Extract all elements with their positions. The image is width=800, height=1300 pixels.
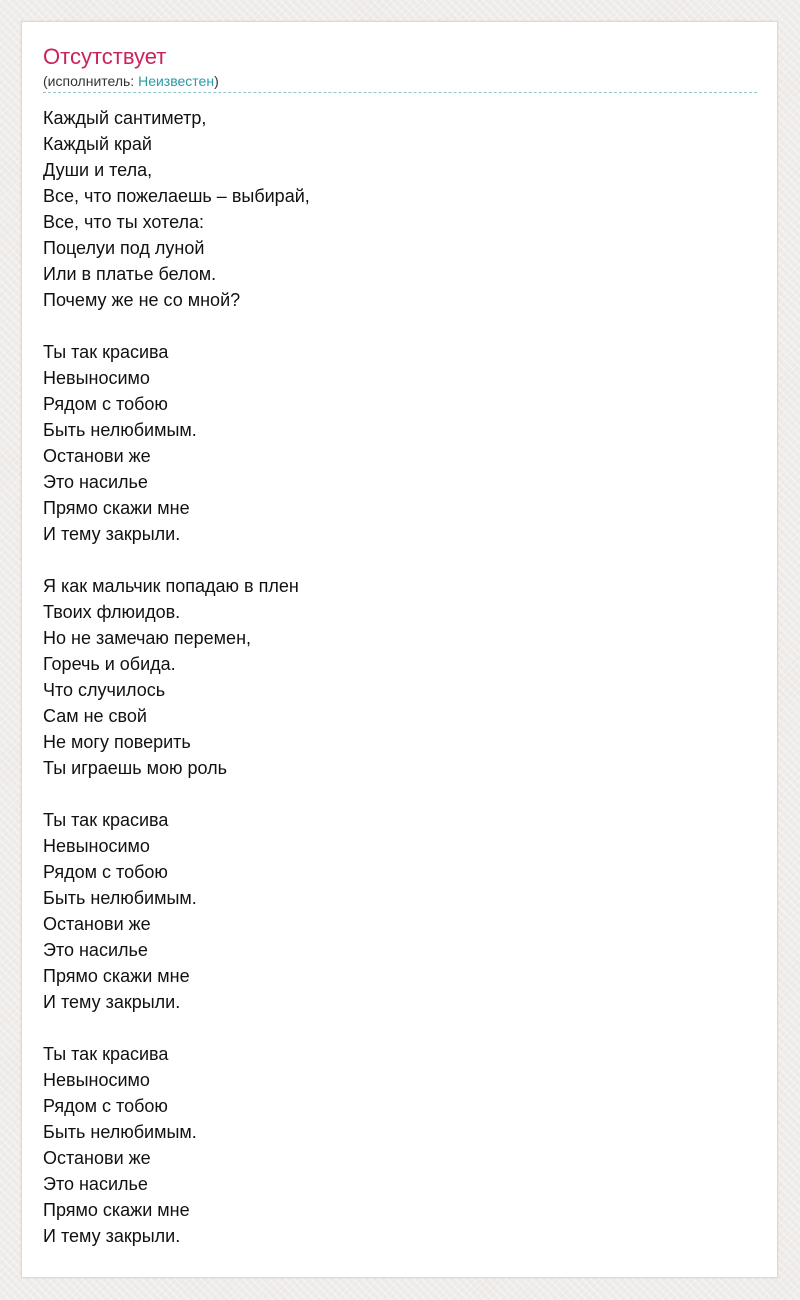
artist-prefix: (исполнитель: xyxy=(43,73,139,89)
lyric-line: Прямо скажи мне xyxy=(43,1200,190,1220)
stanza-3 xyxy=(43,573,757,781)
lyric-line: Ты так красива xyxy=(43,342,169,362)
lyric-line: Невыносимо xyxy=(43,836,150,856)
lyric-line: Прямо скажи мне xyxy=(43,966,190,986)
lyric-line: Каждый край xyxy=(43,134,152,154)
lyric-line: Это насилье xyxy=(43,472,148,492)
lyric-line: Ты так красива xyxy=(43,810,169,830)
lyric-line: Все, что пожелаешь – выбирай, xyxy=(43,186,310,206)
lyric-line: Рядом с тобою xyxy=(43,1096,168,1116)
lyric-line: Но не замечаю перемен, xyxy=(43,628,252,648)
lyric-line: Сам не свой xyxy=(43,706,147,726)
lyric-line: Невыносимо xyxy=(43,1070,150,1090)
lyric-line: И тему закрыли. xyxy=(43,524,181,544)
artist-line xyxy=(43,72,757,93)
lyric-line: Каждый сантиметр, xyxy=(43,108,207,128)
lyric-line: Почему же не со мной? xyxy=(43,290,241,310)
lyric-line: Ты так красива xyxy=(43,1044,169,1064)
lyric-line: Быть нелюбимым. xyxy=(43,420,197,440)
stanza-5 xyxy=(43,1041,757,1249)
lyric-line: Останови же xyxy=(43,914,151,934)
lyric-line: Рядом с тобою xyxy=(43,862,168,882)
lyric-line: Быть нелюбимым. xyxy=(43,888,197,908)
lyric-line: И тему закрыли. xyxy=(43,1226,181,1246)
lyric-line: Не могу поверить xyxy=(43,732,191,752)
lyric-line: Это насилье xyxy=(43,1174,148,1194)
artist-link[interactable]: Неизвестен xyxy=(138,73,215,89)
lyric-line: Твоих флюидов. xyxy=(43,602,181,622)
lyrics-card xyxy=(21,21,778,1278)
lyric-line: Прямо скажи мне xyxy=(43,498,190,518)
lyric-line: Или в платье белом. xyxy=(43,264,217,284)
lyric-line: Я как мальчик попадаю в плен xyxy=(43,576,299,596)
lyric-line: Останови же xyxy=(43,1148,151,1168)
lyric-line: И тему закрыли. xyxy=(43,992,181,1012)
lyric-line: Это насилье xyxy=(43,940,148,960)
lyrics-text xyxy=(43,105,757,1249)
artist-suffix: ) xyxy=(214,73,219,89)
stanza-1 xyxy=(43,105,757,313)
lyric-line: Что случилось xyxy=(43,680,166,700)
lyric-line: Ты играешь мою роль xyxy=(43,758,228,778)
lyric-line: Невыносимо xyxy=(43,368,150,388)
stanza-2 xyxy=(43,339,757,547)
lyric-line: Все, что ты хотела: xyxy=(43,212,205,232)
stanza-4 xyxy=(43,807,757,1015)
lyric-line: Останови же xyxy=(43,446,151,466)
song-title: Отсутствует xyxy=(43,44,167,69)
lyric-line: Души и тела, xyxy=(43,160,153,180)
lyric-line: Быть нелюбимым. xyxy=(43,1122,197,1142)
lyric-line: Рядом с тобою xyxy=(43,394,168,414)
lyric-line: Горечь и обида. xyxy=(43,654,176,674)
lyric-line: Поцелуи под луной xyxy=(43,238,205,258)
